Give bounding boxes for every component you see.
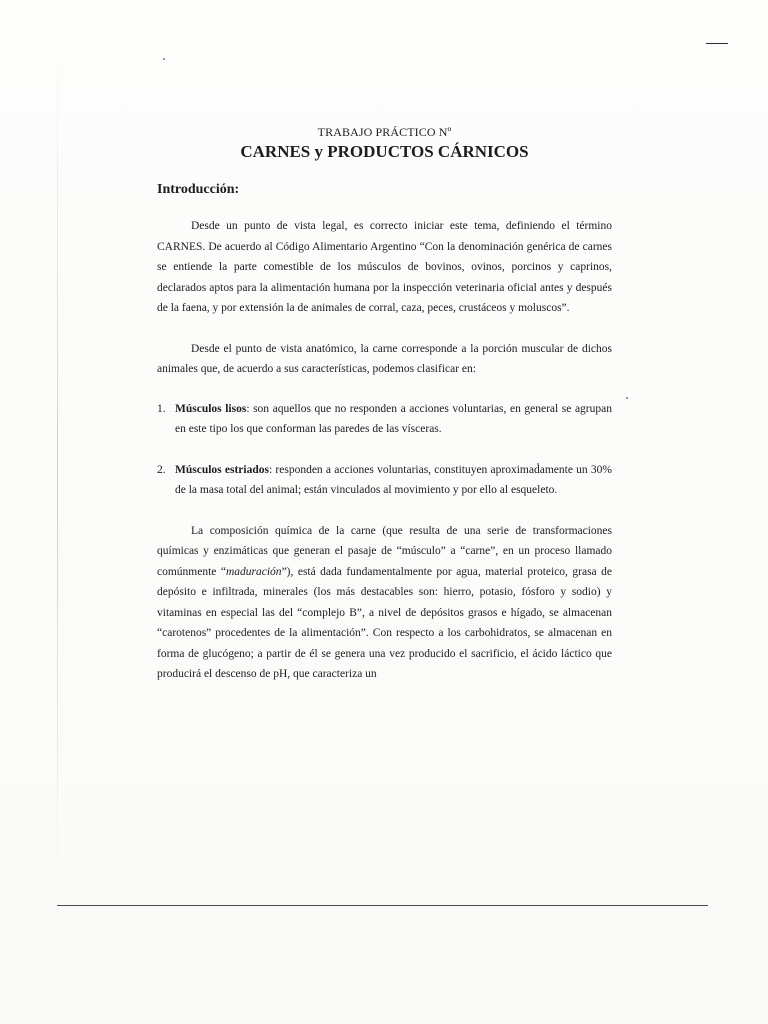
paragraph-legal-definition: Desde un punto de vista legal, es correcto iniciar este tema, definiendo el término CARNES. De acuerdo al Código Alimentario Argentino “Con la denominación genérica de carnes se entiende la parte comestible de los músculos de bovinos, ovinos, porcinos y caprinos, declarados aptos para la alimentación humana por la inspección veterinaria oficial antes y después de la faena, y por extensión la de animales de corral, caza, peces, crustáceos y moluscos”. [157, 220, 612, 314]
paragraph-anatomic-definition: Desde el punto de vista anatómico, la carne corresponde a la porción muscular de dichos animales que, de acuerdo a sus características, podemos clasificar en: [157, 342, 612, 375]
list-item [157, 460, 612, 501]
paragraph-text-part: ”), está dada fundamentalmente por agua, material proteico, grasa de depósito e infiltrada, minerales (los más destacables son: hierro, potasio, fósforo y sodio) y vitaminas en especial las del “complejo B”, a nivel de depósitos grasos e hígado, se almacenan “carotenos” procedentes de la alimentación”. Con respecto a los carbohidratos, se almacenan en forma de glucógeno; a partir de él se genera una vez producido el sacrificio, el ácido láctico que producirá el descenso de pH, que caracteriza un [157, 565, 612, 680]
paragraph-italic-term: maduración [225, 565, 282, 578]
document-body [157, 126, 612, 685]
scan-speck [163, 58, 165, 60]
scan-speck [626, 397, 628, 399]
paragraph-text-part: La composición química de la carne (que resulta de una serie de transformaciones químicas y enzimáticas que generan el pasaje de “músculo” a “carne”, en un proceso llamado comúnmente “ [157, 524, 612, 578]
list-item-text: : responden a acciones voluntarias, constituyen aproximadamente un 30% de la masa total del animal; están vinculados al movimiento y por ello al esqueleto. [175, 463, 612, 496]
list-item [157, 399, 612, 440]
section-heading: Introducción: [157, 182, 240, 197]
document-title: CARNES y PRODUCTOS CÁRNICOS [240, 142, 529, 161]
muscle-type-list [157, 399, 612, 501]
document-pretitle: TRABAJO PRÁCTICO Nº [317, 125, 452, 139]
paragraph-chemical-composition [157, 521, 612, 685]
list-item-number: 1. [157, 402, 166, 415]
list-item-term: Músculos lisos [175, 402, 247, 415]
list-item-number: 2. [157, 463, 166, 476]
page-bottom-edge-line [57, 905, 708, 906]
page-left-edge [57, 40, 58, 906]
scan-mark-dash [706, 43, 728, 44]
list-item-term: Músculos estriados [175, 463, 269, 476]
list-item-text: : son aquellos que no responden a acciones voluntarias, en general se agrupan en este tipo los que conforman las paredes de las vísceras. [175, 402, 612, 435]
